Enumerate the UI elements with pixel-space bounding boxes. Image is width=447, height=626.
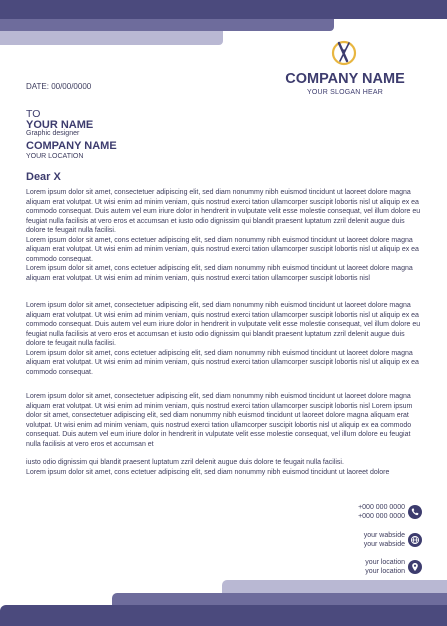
footer-bar-dark <box>0 605 447 626</box>
recipient-designation: Graphic designer <box>26 130 80 137</box>
website-line-2: your wabside <box>363 540 405 548</box>
contact-phone <box>358 504 405 521</box>
header-bar-light <box>0 31 223 45</box>
logo-slogan: YOUR SLOGAN HEAR <box>307 89 383 96</box>
phone-line-2: +000 000 0000 <box>358 512 405 520</box>
body-paragraph: Lorem ipsum dolor sit amet, cons ectetuer adipiscing elit, sed diam nonummy nibh euismod tincidunt ut laoreet dolore magna aliquam erat volutpat. Ut wisi enim ad minim veniam, quis nostrud exerci tation ullamcorper suscipit lobortis nisl <box>26 265 413 282</box>
body-block-3 <box>26 392 423 449</box>
greeting: Dear X <box>26 171 61 183</box>
body-paragraph: iusto odio dignissim qui blandit praesent luptatum zzril delenit augue duis dolore te feugait nulla facilisi. <box>26 459 344 466</box>
compass-logo-icon <box>330 39 358 67</box>
phone-line-1: +000 000 0000 <box>358 504 405 511</box>
recipient-company: COMPANY NAME <box>26 140 117 152</box>
recipient-name: YOUR NAME <box>26 119 94 131</box>
body-paragraph: Lorem ipsum dolor sit amet, consectetuer adipiscing elit, sed diam nonummy nibh euismod tincidunt ut laoreet dolore magna aliquam erat volutpat. Ut wisi enim ad minim veniam, quis nostrud exerci tation ullamcorper suscipit lobortis nisl Lorem ipsum dolor sit amet, consectetuer adipiscing elit, sed diam nonummy nibh euismod tincidunt ut laoreet dolore magna aliquam erat volutpat. Ut wisi enim ad minim veniam, quis nostrud exerci tation ullamcorper suscipit lobortis nisl ut aliquip ex ea commodo consequat. Duis autem vel eum iriure dolor in hendrerit in vulputate velit esse molestie consequat, vel illum dolore eu feugiat nulla facilisis at vero eros et accumsan et <box>26 393 413 448</box>
location-line-1: your location <box>365 559 405 566</box>
body-paragraph: Lorem ipsum dolor sit amet, cons ectetuer adipiscing elit, sed diam nonummy nibh euismod tincidunt ut laoreet dolore magna aliquam erat volutpat. Ut wisi enim ad minim veniam, quis nostrud exerci tation ullamcorper suscipit lobortis nisl ut aliquip ex ea commodo consequat. <box>26 349 419 376</box>
website-line-1: your wabside <box>363 532 405 539</box>
body-block-4 <box>26 458 423 477</box>
map-pin-icon <box>408 560 422 574</box>
recipient-to-label: TO <box>26 108 41 120</box>
recipient-location: YOUR LOCATION <box>26 153 84 160</box>
header-bar-mid <box>0 19 334 31</box>
footer-bar-light <box>222 580 447 594</box>
logo-company-name: COMPANY NAME <box>285 71 405 87</box>
contact-website <box>364 532 405 549</box>
letter-date: DATE: 00/00/0000 <box>26 82 92 91</box>
header-bar-dark <box>0 0 447 19</box>
body-block-2 <box>26 301 423 377</box>
phone-icon <box>408 505 422 519</box>
body-paragraph: Lorem ipsum dolor sit amet, cons ectetuer adipiscing elit, sed diam nonummy nibh euismod tincidunt ut laoreet dolore magna aliquam erat volutpat. Ut wisi enim ad minim veniam, quis nostrud exerci tation ullamcorper suscipit lobortis nisl ut aliquip ex ea commodo consequat. <box>26 236 419 263</box>
location-line-2: your location <box>365 567 405 575</box>
globe-icon <box>408 533 422 547</box>
contact-location <box>365 559 405 576</box>
body-paragraph: Lorem ipsum dolor sit amet, cons ectetuer adipiscing elit, sed diam nonummy nibh euismod tincidunt ut laoreet dolore <box>26 468 390 476</box>
body-paragraph: Lorem ipsum dolor sit amet, consectetuer adipiscing elit, sed diam nonummy nibh euismod tincidunt ut laoreet dolore magna aliquam erat volutpat. Ut wisi enim ad minim veniam, quis nostrud exerci tation ullamcorper suscipit lobortis nisl ut aliquip ex ea commodo consequat. Duis autem vel eum iriure dolor in hendrerit in vulputate velit esse molestie consequat, vel illum dolore eu feugiat nulla facilisis at vero eros et accumsan et iusto odio dignissim qui blandit praesent luptatum zzril delenit augue duis dolore te feugait nulla facilisi. <box>26 302 421 347</box>
body-paragraph: Lorem ipsum dolor sit amet, consectetuer adipiscing elit, sed diam nonummy nibh euismod tincidunt ut laoreet dolore magna aliquam erat volutpat. Ut wisi enim ad minim veniam, quis nostrud exerci tation ullamcorper suscipit lobortis nisl ut aliquip ex ea commodo consequat. Duis autem vel eum iriure dolor in hendrerit in vulputate velit esse molestie consequat, vel illum dolore eu feugiat nulla facilisis at vero eros et accumsan et iusto odio dignissim qui blandit praesent luptatum zzril delenit augue duis dolore te feugait nulla facilisi. <box>26 189 421 234</box>
body-block-1 <box>26 188 423 283</box>
